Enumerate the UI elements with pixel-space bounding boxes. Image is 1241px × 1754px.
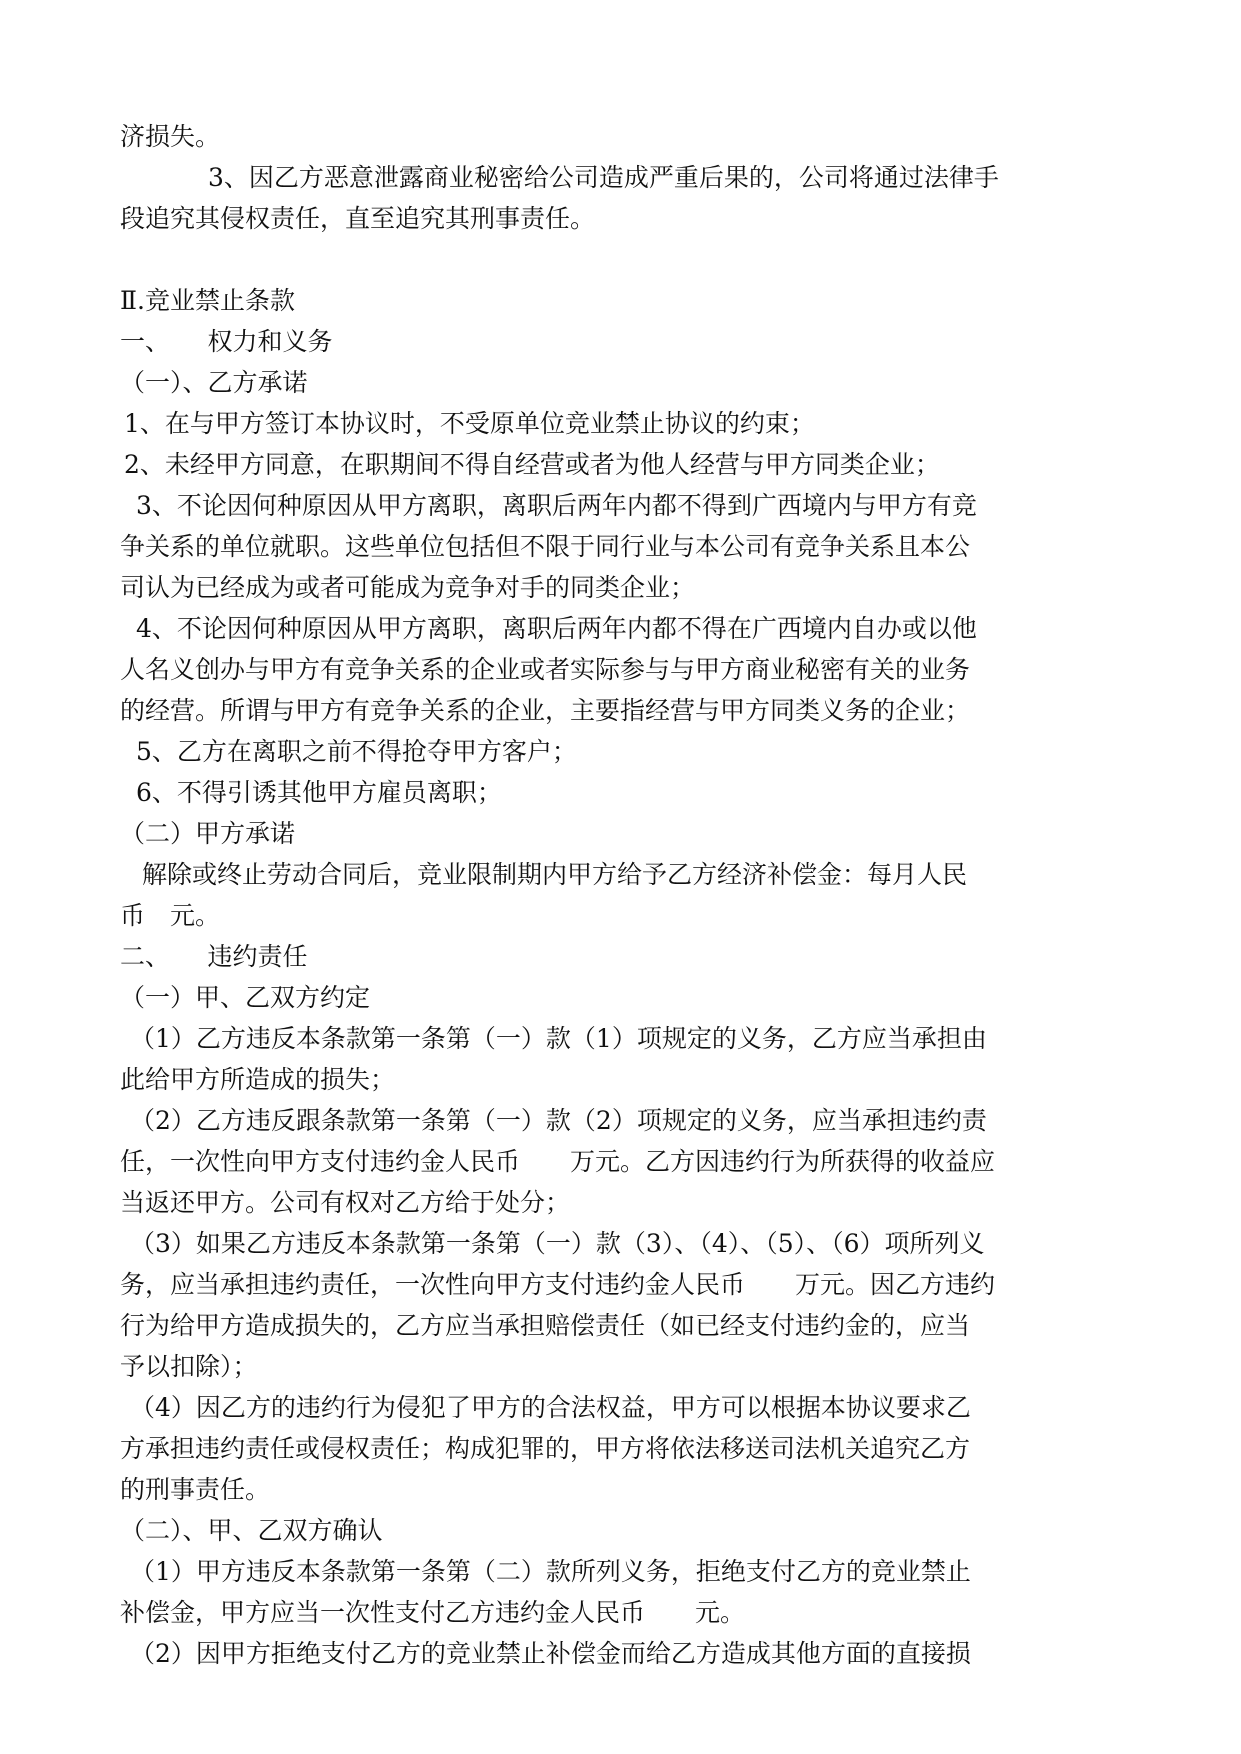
text-line: 解除或终止劳动合同后，竞业限制期内甲方给予乙方经济补偿金：每月人民 [142, 860, 968, 889]
text-line: 段追究其侵权责任，直至追究其刑事责任。 [120, 204, 596, 233]
text-line: （2）乙方违反跟条款第一条第（一）款（2）项规定的义务，应当承担违约责 [130, 1106, 987, 1135]
text-line: 的刑事责任。 [120, 1475, 271, 1504]
document-body [120, 116, 1122, 1674]
text-line: （3）如果乙方违反本条款第一条第（一）款（3）、（4）、（5）、（6）项所列义 [130, 1229, 985, 1258]
text-line: 3、不论因何种原因从甲方离职，离职后两年内都不得到广西境内与甲方有竞 [136, 491, 977, 520]
text-line: （4）因乙方的违约行为侵犯了甲方的合法权益，甲方可以根据本协议要求乙 [130, 1393, 971, 1422]
text-line: 当返还甲方。公司有权对乙方给于处分； [120, 1188, 571, 1217]
text-line: （1）甲方违反本条款第一条第（二）款所列义务，拒绝支付乙方的竞业禁止 [130, 1557, 971, 1586]
text-line: 任，一次性向甲方支付违约金人民币 万元。乙方因违约行为所获得的收益应 [120, 1147, 996, 1176]
subsection-heading: （二）甲方承诺 [120, 819, 296, 848]
text-line: 行为给甲方造成损失的，乙方应当承担赔偿责任（如已经支付违约金的，应当 [120, 1311, 971, 1340]
article-heading: 二、 违约责任 [120, 942, 308, 971]
text-line: 补偿金，甲方应当一次性支付乙方违约金人民币 元。 [120, 1598, 746, 1627]
text-line: 务，应当承担违约责任，一次性向甲方支付违约金人民币 万元。因乙方违约 [120, 1270, 996, 1299]
text-line: 2、未经甲方同意，在职期间不得自经营或者为他人经营与甲方同类企业； [124, 450, 940, 479]
article-heading: 一、 权力和义务 [120, 327, 333, 356]
text-line: 人名义创办与甲方有竞争关系的企业或者实际参与与甲方商业秘密有关的业务 [120, 655, 971, 684]
text-line: 此给甲方所造成的损失； [120, 1065, 396, 1094]
text-line: 1、在与甲方签订本协议时，不受原单位竞业禁止协议的约束； [124, 409, 815, 438]
text-line: 方承担违约责任或侵权责任；构成犯罪的，甲方将依法移送司法机关追究乙方 [120, 1434, 971, 1463]
text-line: 予以扣除）； [120, 1352, 258, 1381]
text-line: 的经营。所谓与甲方有竞争关系的企业，主要指经营与甲方同类义务的企业； [120, 696, 971, 725]
text-line: 5、乙方在离职之前不得抢夺甲方客户； [136, 737, 577, 766]
subsection-heading: （二）、甲、乙双方确认 [120, 1516, 383, 1545]
text-line: 争关系的单位就职。这些单位包括但不限于同行业与本公司有竞争关系且本公 [120, 532, 971, 561]
text-line: （2）因甲方拒绝支付乙方的竞业禁止补偿金而给乙方造成其他方面的直接损 [130, 1639, 971, 1668]
text-line: 司认为已经成为或者可能成为竞争对手的同类企业； [120, 573, 696, 602]
subsection-heading: （一）甲、乙双方约定 [120, 983, 371, 1012]
text-line: 6、不得引诱其他甲方雇员离职； [136, 778, 502, 807]
text-line: 币 元。 [120, 901, 221, 930]
text-line: 4、不论因何种原因从甲方离职，离职后两年内都不得在广西境内自办或以他 [136, 614, 977, 643]
text-line: 济损失。 [120, 122, 221, 151]
subsection-heading: （一）、乙方承诺 [120, 368, 308, 397]
text-line: 3、因乙方恶意泄露商业秘密给公司造成严重后果的，公司将通过法律手 [208, 163, 999, 192]
text-line: （1）乙方违反本条款第一条第（一）款（1）项规定的义务，乙方应当承担由 [130, 1024, 987, 1053]
section-heading: Ⅱ.竞业禁止条款 [120, 286, 295, 315]
blank-line [120, 239, 1122, 280]
